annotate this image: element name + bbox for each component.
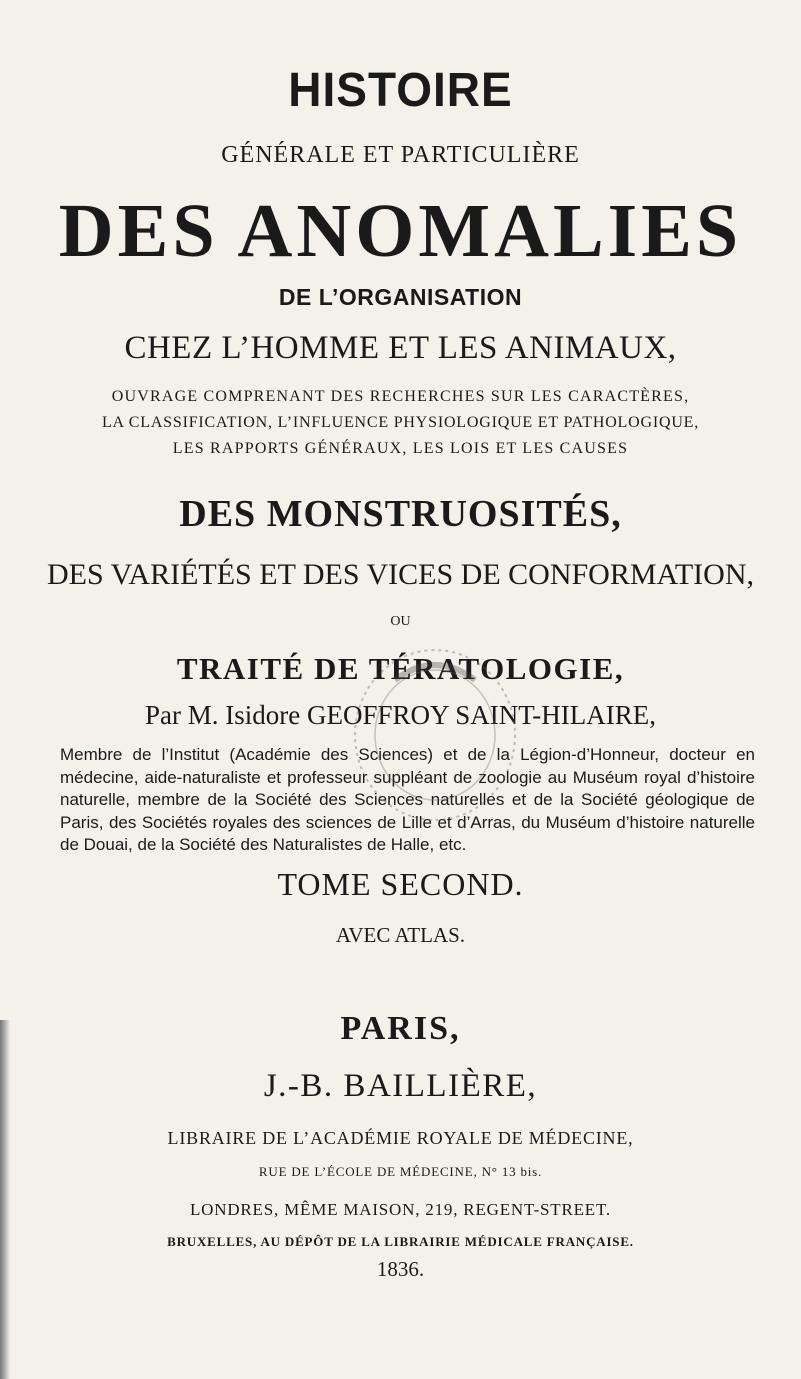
brussels-address: BRUXELLES, AU DÉPÔT DE LA LIBRAIRIE MÉDICALE FRANÇAISE. [167, 1234, 634, 1249]
title-anomalies: DES ANOMALIES [58, 189, 743, 273]
title-chez: CHEZ L’HOMME ET LES ANIMAUX, [124, 330, 677, 366]
title-monstruosites: DES MONSTRUOSITÉS, [179, 493, 622, 535]
title-varietes: DES VARIÉTÉS ET DES VICES DE CONFORMATION, [46, 558, 755, 591]
publisher-title: LIBRAIRE DE L’ACADÉMIE ROYALE DE MÉDECINE, [167, 1128, 634, 1148]
conjunction-ou: OU [390, 614, 411, 629]
atlas-label: AVEC ATLAS. [335, 923, 466, 947]
title-traite: TRAITÉ DE TÉRATOLOGIE, [176, 651, 625, 686]
subtitle-line-3: LES RAPPORTS GÉNÉRAUX, LES LOIS ET LES CAUSES [172, 440, 629, 457]
subtitle-line-1: OUVRAGE COMPRENANT DES RECHERCHES SUR LES CARACTÈRES, [111, 388, 690, 405]
publisher-address: RUE DE L’ÉCOLE DE MÉDECINE, N° 13 bis. [258, 1164, 543, 1179]
publication-year: 1836. [376, 1257, 425, 1281]
author-line: Par M. Isidore GEOFFROY SAINT-HILAIRE, [145, 700, 656, 730]
subtitle-line-2: LA CLASSIFICATION, L’INFLUENCE PHYSIOLOGIQUE ET PATHOLOGIQUE, [101, 414, 700, 431]
author-credentials: Membre de l’Institut (Académie des Sciences) et de la Légion-d’Honneur, docteur en médecine, aide-naturaliste et professeur suppléant de zoologie au Muséum royal d’histoire naturelle, membre de la Société des Sciences naturelles et de la Société géologique de Paris, des Sociétés royales des sciences de Lille et d’Arras, du Muséum d’histoire naturelle de Douai, de la Société des Naturalistes de Halle, etc. [60, 745, 755, 854]
publisher-name: J.-B. BAILLIÈRE, [263, 1068, 538, 1104]
title-organisation: DE L’ORGANISATION [278, 284, 523, 310]
imprint-city: PARIS, [340, 1010, 461, 1047]
title-generale: GÉNÉRALE ET PARTICULIÈRE [221, 142, 580, 168]
library-stamp [340, 640, 530, 840]
title-histoire: HISTOIRE [288, 61, 513, 117]
london-address: LONDRES, MÊME MAISON, 219, REGENT-STREET. [190, 1200, 611, 1219]
volume-label: TOME SECOND. [277, 866, 524, 902]
page-edge-shadow [0, 1020, 10, 1379]
